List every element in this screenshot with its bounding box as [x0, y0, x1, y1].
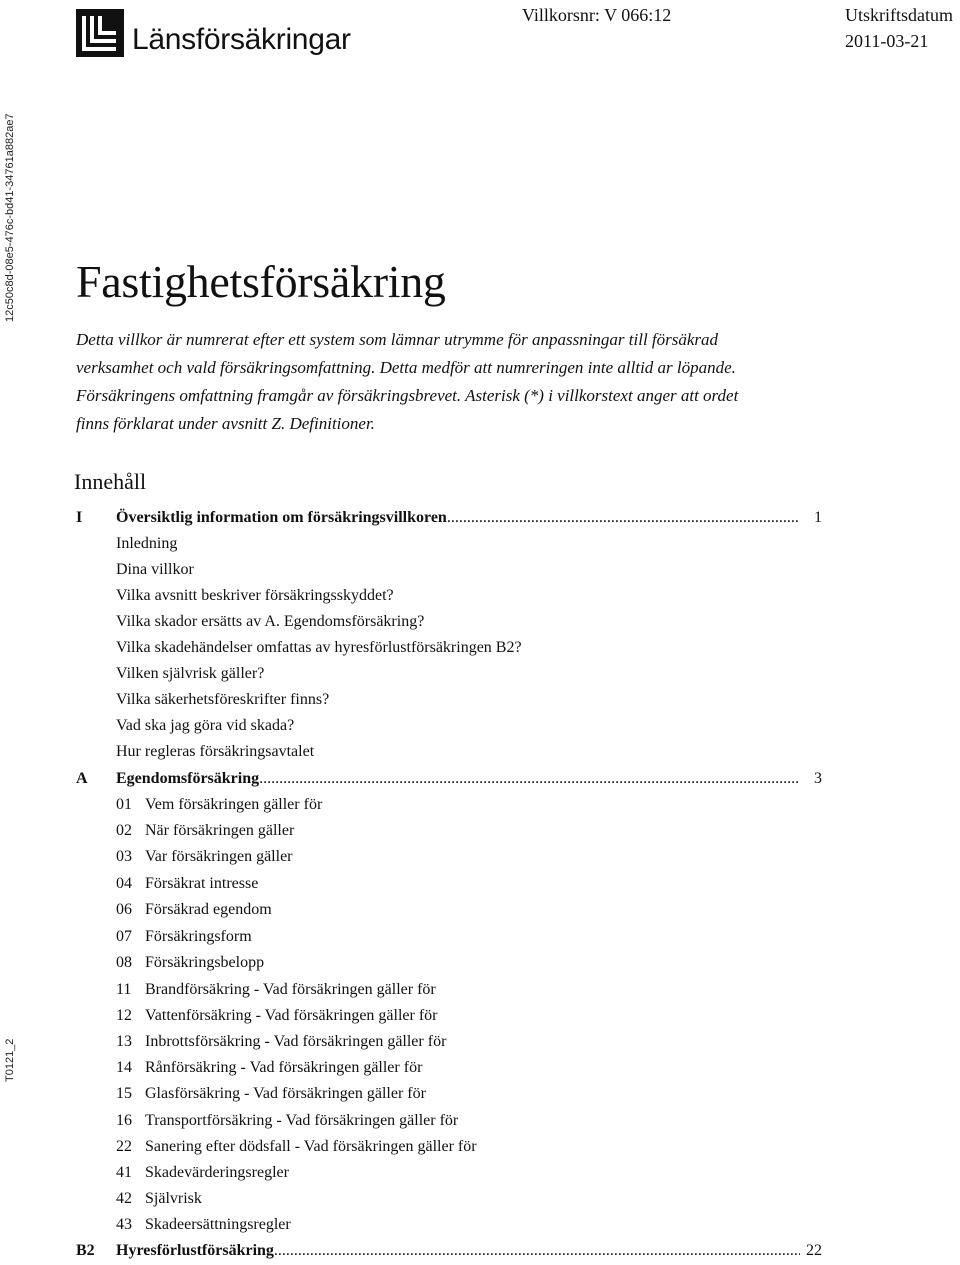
toc-item[interactable] — [116, 1082, 426, 1106]
toc-item-text: Självrisk — [145, 1190, 202, 1207]
toc-section-I[interactable] — [76, 506, 822, 530]
toc-page-number: 3 — [814, 770, 822, 787]
print-date-value: 2011-03-21 — [845, 31, 929, 51]
toc-item-text: Sanering efter dödsfall - Vad försäkringen gäller för — [145, 1138, 477, 1155]
toc-item[interactable]: Inledning — [116, 535, 178, 552]
toc-item-text: Var försäkringen gäller — [145, 848, 293, 865]
toc-item-number: 14 — [116, 1059, 132, 1076]
toc-section-title[interactable]: Hyresförlustförsäkring ..... — [116, 1239, 800, 1263]
intro-line: Detta villkor är numrerat efter ett system som lämnar utrymme för anpassningar till försäkrad — [76, 330, 719, 349]
toc-item-number: 16 — [116, 1112, 132, 1129]
intro-line: finns förklarat under avsnitt Z. Definitioner. — [76, 414, 375, 433]
toc-section-mark: I — [76, 509, 83, 526]
brand-name: Länsförsäkringar — [132, 23, 351, 56]
toc-item[interactable] — [116, 951, 264, 975]
toc-heading: Innehåll — [74, 469, 147, 494]
toc-item[interactable]: Vilka säkerhetsföreskrifter finns? — [116, 691, 330, 708]
policy-reference: Villkorsnr: V 066:12 — [522, 5, 672, 25]
intro-paragraph — [76, 326, 876, 438]
toc-section-title[interactable]: Egendomsförsäkring ..... — [116, 767, 800, 791]
toc-item[interactable] — [116, 1030, 446, 1054]
toc-item[interactable]: Vilka avsnitt beskriver försäkringsskyddet? — [116, 587, 394, 604]
toc-item-number: 06 — [116, 901, 132, 918]
toc-item[interactable] — [116, 872, 258, 896]
toc-item-text: Brandförsäkring - Vad försäkringen gäller för — [145, 981, 436, 998]
toc-item-text: När försäkringen gäller — [145, 822, 295, 839]
toc-item[interactable] — [116, 898, 272, 922]
lansforsakringar-logo-icon — [76, 9, 124, 57]
document-id-vertical: 12c50c8d-08e5-476c-bd41-34761a882ae7 — [4, 113, 16, 322]
toc-item-number: 04 — [116, 875, 132, 892]
toc-item-number: 43 — [116, 1216, 132, 1233]
toc-item-number: 03 — [116, 848, 132, 865]
toc-item[interactable] — [116, 793, 322, 817]
toc-item-number: 07 — [116, 928, 132, 945]
toc-item[interactable] — [116, 819, 294, 843]
toc-item[interactable] — [116, 1109, 458, 1133]
toc-item-number: 42 — [116, 1190, 132, 1207]
toc-item[interactable] — [116, 845, 293, 869]
form-code-vertical: T0121_2 — [4, 1038, 16, 1082]
toc-item-text: Försäkrat intresse — [145, 875, 259, 892]
toc-item-text: Vattenförsäkring - Vad försäkringen gäller för — [145, 1007, 438, 1024]
toc-section-A[interactable] — [76, 767, 822, 791]
toc-item-number: 02 — [116, 822, 132, 839]
toc-item-text: Försäkrad egendom — [145, 901, 272, 918]
toc-item-text: Försäkringsform — [145, 928, 252, 945]
toc-page-number: 1 — [814, 509, 822, 526]
toc-item[interactable]: Vad ska jag göra vid skada? — [116, 717, 295, 734]
toc-item[interactable] — [116, 1187, 202, 1211]
brand-logo — [76, 5, 351, 57]
toc-item[interactable]: Hur regleras försäkringsavtalet — [116, 743, 315, 760]
toc-page-number: 22 — [806, 1242, 822, 1259]
toc-section-mark: B2 — [76, 1242, 95, 1259]
toc-item-text: Försäkringsbelopp — [145, 954, 265, 971]
toc-item-number: 11 — [116, 981, 132, 998]
toc-item-text: Transportförsäkring - Vad försäkringen gäller för — [145, 1112, 459, 1129]
toc-item-text: Skadevärderingsregler — [145, 1164, 289, 1181]
toc-item-number: 08 — [116, 954, 132, 971]
toc-item-number: 41 — [116, 1164, 132, 1181]
intro-line: Försäkringens omfattning framgår av försäkringsbrevet. Asterisk (*) i villkorstext anger att ordet — [76, 386, 739, 405]
toc-item[interactable] — [116, 1213, 291, 1237]
toc-item[interactable] — [116, 1135, 477, 1159]
toc-item[interactable] — [116, 1004, 438, 1028]
document-title: Fastighetsförsäkring — [76, 256, 446, 307]
toc-item[interactable]: Vilka skadehändelser omfattas av hyresförlustförsäkringen B2? — [116, 639, 522, 656]
toc-item[interactable]: Vilken självrisk gäller? — [116, 665, 265, 682]
toc-section-mark: A — [76, 770, 88, 787]
toc-item-number: 22 — [116, 1138, 132, 1155]
toc-item[interactable] — [116, 1161, 289, 1185]
toc-item[interactable]: Vilka skador ersätts av A. Egendomsförsäkring? — [116, 613, 425, 630]
toc-item-text: Vem försäkringen gäller för — [145, 796, 323, 813]
toc-item-number: 13 — [116, 1033, 132, 1050]
toc-item-number: 15 — [116, 1085, 132, 1102]
toc-section-title[interactable]: Översiktlig information om försäkringsvillkoren ..... — [116, 506, 800, 530]
toc-item-number: 01 — [116, 796, 132, 813]
print-date-label: Utskriftsdatum — [845, 5, 953, 25]
toc-item[interactable]: Dina villkor — [116, 561, 194, 578]
toc-item-text: Rånförsäkring - Vad försäkringen gäller för — [145, 1059, 423, 1076]
toc-item[interactable] — [116, 978, 436, 1002]
toc-item-text: Skadeersättningsregler — [145, 1216, 291, 1233]
toc-item-text: Glasförsäkring - Vad försäkringen gäller för — [145, 1085, 426, 1102]
toc-item-number: 12 — [116, 1007, 132, 1024]
print-date-block — [845, 2, 953, 54]
toc-section-B2[interactable] — [76, 1239, 822, 1263]
toc-item[interactable] — [116, 925, 252, 949]
toc-item[interactable] — [116, 1056, 422, 1080]
intro-line: verksamhet och vald försäkringsomfattning. Detta medför att numreringen inte alltid ar löpande. — [76, 358, 736, 377]
toc-item-text: Inbrottsförsäkring - Vad försäkringen gäller för — [145, 1033, 447, 1050]
